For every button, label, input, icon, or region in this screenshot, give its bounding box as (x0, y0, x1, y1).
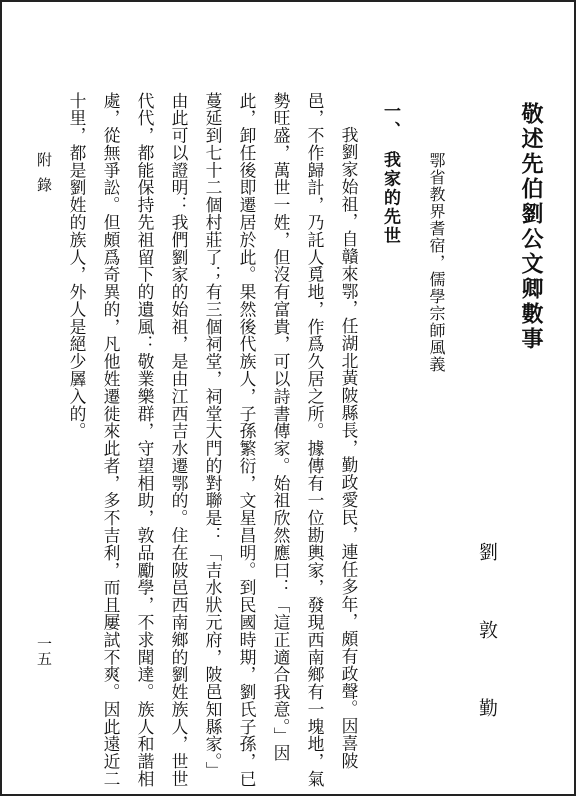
section-heading: 一、 我家的先世 (380, 102, 400, 246)
body-paragraph: 我劉家始祖，自贛來鄂，任湖北黃陂縣長，勤政愛民，連任多年，頗有政聲。因喜陂邑，不作歸計，乃託人覓地，作爲久居之所。據傳有一位勘輿家，發現西南鄉有一塊地，氣勢旺盛，萬世一姓，但沒有富貴，可以詩書傳家。始祖欣然應曰：「這正適合我意。」因此，卸任後即遷居於此。果然後代族人，子孫繁衍，文星昌明。到民國時期，劉氏子孫，已蔓延到七十二個村莊了；有三個祠堂，祠堂大門的對聯是：「吉水狀元府，陂邑知縣家。」由此可以證明：我們劉家的始祖，是由江西吉水遷鄂的。住在陂邑西南鄉的劉姓族人，世世代代，都能保持先祖留下的遺風：敬業樂群，守望相助，敦品勵學，不求聞達。族人和諧相處，從無爭訟。但頗爲奇異的，凡他姓遷徙來此者，多不吉利，而且屢試不爽。因此遠近二十里，都是劉姓的族人，外人是絕少羼入的。 (67, 92, 359, 788)
author-name: 劉 敦 勤 (476, 542, 498, 737)
running-head: 附錄 (35, 152, 53, 202)
article-title: 敬述先伯劉公文卿數事 (518, 102, 544, 352)
page-number: 一五 (35, 636, 53, 666)
author-byline: 鄂省教界耆宿，儒學宗師風義 (427, 152, 446, 373)
body-text (60, 92, 366, 794)
